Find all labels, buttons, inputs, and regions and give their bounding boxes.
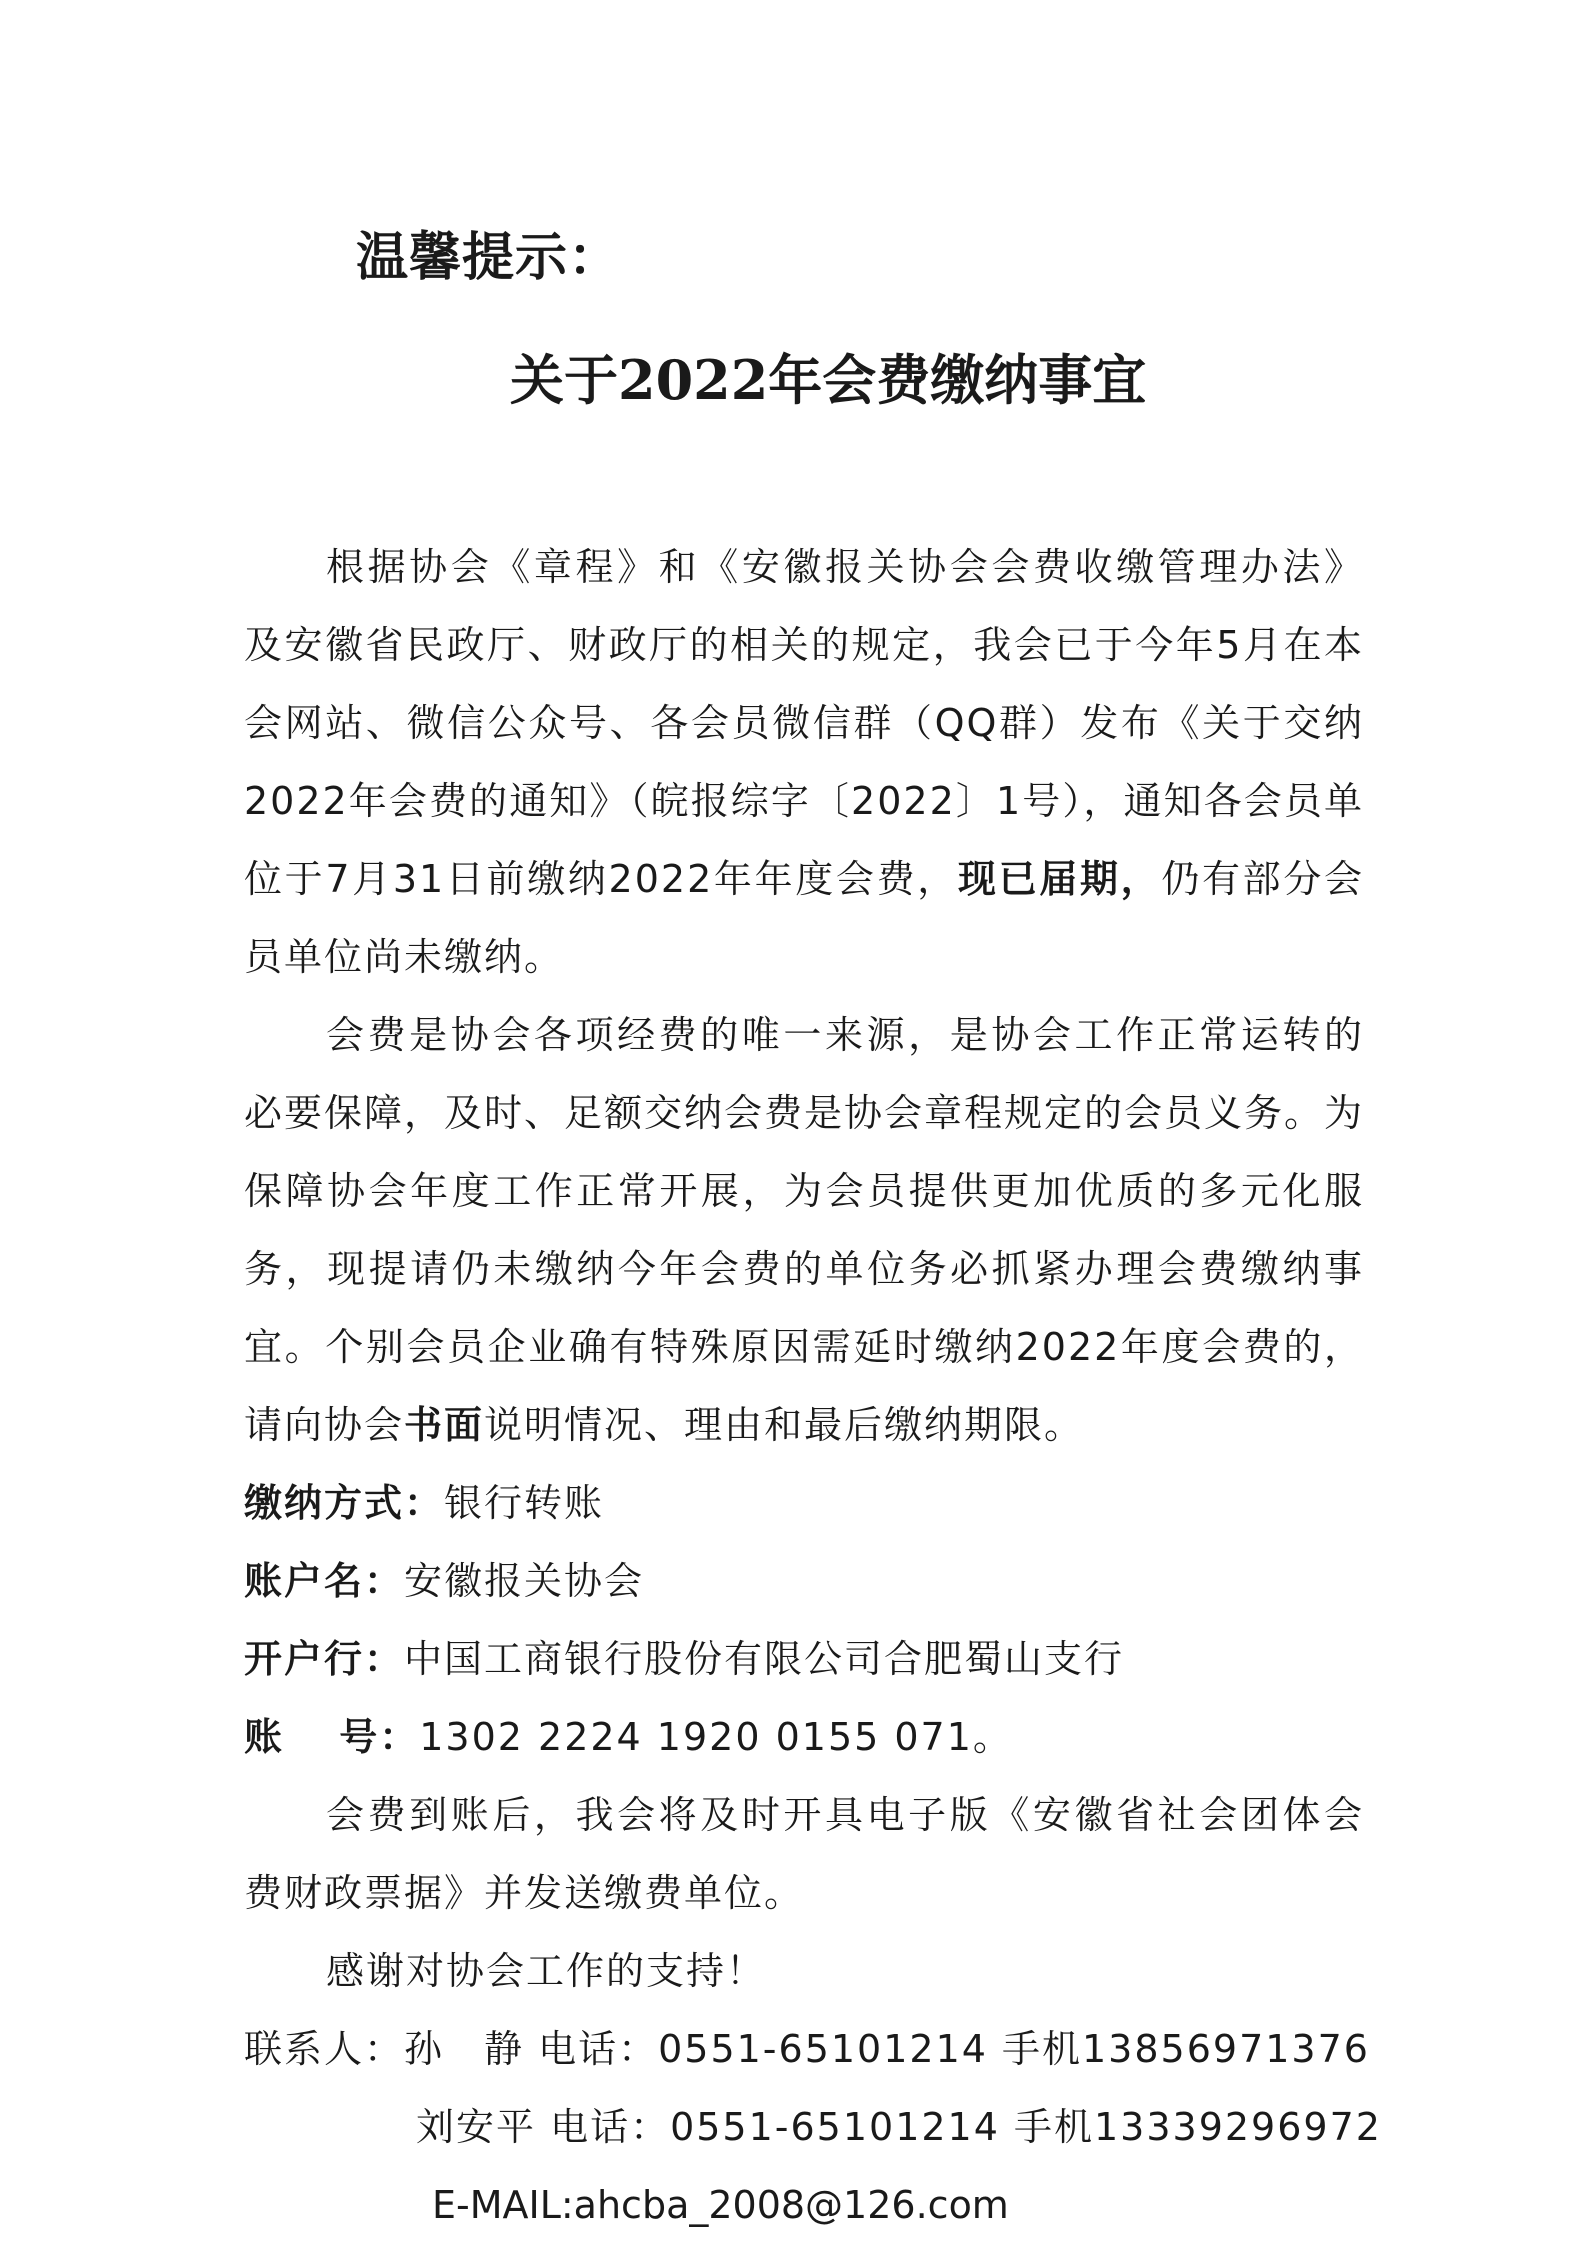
account-name-value: 安徽报关协会 [404, 1559, 645, 1603]
paragraph-reminder [244, 996, 1364, 1464]
account-name [244, 1542, 1364, 1620]
emphasis-text: 现已届期， [957, 857, 1162, 901]
emphasis-text: 书面 [404, 1403, 485, 1447]
notice-title: 关于2022年会费缴纳事宜 [510, 348, 1147, 412]
contact-1: 孙 静 电话：0551-65101214 手机13856971376 [404, 2027, 1370, 2071]
account-number-value: 1302 2224 1920 0155 071。 [419, 1715, 1013, 1759]
account-number [244, 1698, 1364, 1776]
bank-branch-value: 中国工商银行股份有限公司合肥蜀山支行 [404, 1637, 1125, 1681]
paragraph-text: 仍有部分会员单位尚未缴纳。 [244, 857, 1364, 979]
notice-heading: 温馨提示： [356, 227, 622, 288]
payment-method [244, 1464, 1364, 1542]
receipt-note: 会费到账后，我会将及时开具电子版《安徽省社会团体会费财政票据》并发送缴费单位。 [244, 1793, 1364, 1915]
thanks-note: 感谢对协会工作的支持！ [326, 1949, 767, 1993]
payment-method-value: 银行转账 [444, 1481, 605, 1525]
account-number-label: 账 号： [244, 1715, 420, 1759]
payment-method-label: 缴纳方式： [244, 1481, 445, 1525]
paragraph-text: 会费是协会各项经费的唯一来源，是协会工作正常运转的必要保障，及时、足额交纳会费是协会章程规定的会员义务。为保障协会年度工作正常开展，为会员提供更加优质的多元化服务，现提请仍未缴纳今年会费的单位务必抓紧办理会费缴纳事宜。个别会员企业确有特殊原因需延时缴纳2022年度会费的，请向协会 [244, 1013, 1365, 1447]
contact-label: 联系人： [244, 2027, 405, 2071]
paragraph-announcement [244, 528, 1364, 996]
contact-email[interactable]: E-MAIL:ahcba_2008@126.com [432, 2183, 1009, 2227]
paragraph-text: 根据协会《章程》和《安徽报关协会会费收缴管理办法》及安徽省民政厅、财政厅的相关的规定，我会已于今年5月在本会网站、微信公众号、各会员微信群（QQ群）发布《关于交纳2022年会费的通知》（皖报综字〔2022〕1号），通知各会员单位于7月31日前缴纳2022年年度会费， [244, 545, 1364, 901]
notice-body [244, 528, 1382, 2244]
contact-2: 刘安平 电话：0551-65101214 手机13339296972 [416, 2105, 1382, 2149]
bank-branch [244, 1620, 1364, 1698]
account-name-label: 账户名： [244, 1559, 405, 1603]
paragraph-text: 说明情况、理由和最后缴纳期限。 [484, 1403, 1085, 1447]
bank-branch-label: 开户行： [244, 1637, 405, 1681]
contact-primary [244, 2010, 1370, 2088]
